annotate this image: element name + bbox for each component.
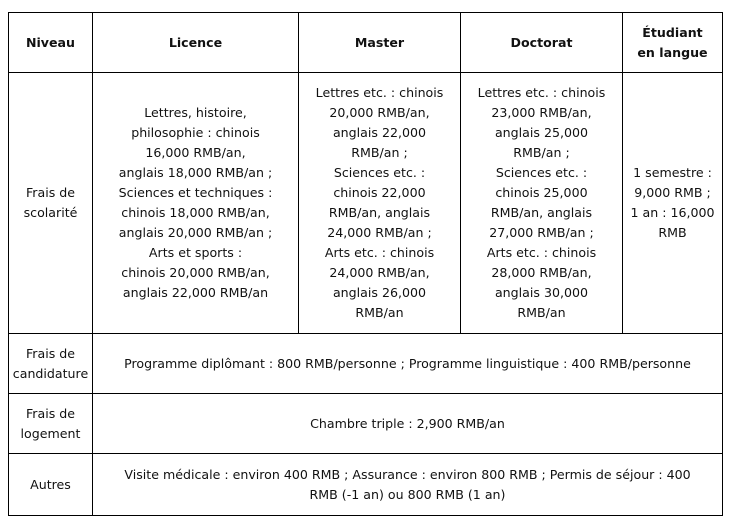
header-row [9, 13, 723, 73]
tuition-licence: Lettres, histoire, philosophie : chinois 16,000 RMB/an, anglais 18,000 RMB/an ; Sciences et techniques : chinois 18,000 RMB/an, anglais 20,000 RMB/an ; Arts et sports : chinois 20,000 RMB/an, anglais 22,000 RMB/an [93, 73, 299, 334]
application-value: Programme diplômant : 800 RMB/personne ; Programme linguistique : 400 RMB/personne [93, 334, 723, 394]
tuition-langue: 1 semestre : 9,000 RMB ; 1 an : 16,000 RMB [623, 73, 723, 334]
table-row-other [9, 454, 723, 516]
row-label: Frais de scolarité [9, 73, 93, 334]
tuition-doctorat: Lettres etc. : chinois 23,000 RMB/an, anglais 25,000 RMB/an ; Sciences etc. : chinois 25,000 RMB/an, anglais 27,000 RMB/an ; Arts etc. : chinois 28,000 RMB/an, anglais 30,000 RMB/an [461, 73, 623, 334]
table-row-housing [9, 394, 723, 454]
row-label: Frais de candidature [9, 334, 93, 394]
row-label: Autres [9, 454, 93, 516]
header-niveau: Niveau [9, 13, 93, 73]
fees-table [8, 12, 723, 516]
housing-value: Chambre triple : 2,900 RMB/an [93, 394, 723, 454]
other-value: Visite médicale : environ 400 RMB ; Assurance : environ 800 RMB ; Permis de séjour : 400 RMB (-1 an) ou 800 RMB (1 an) [93, 454, 723, 516]
table-row-tuition [9, 73, 723, 334]
tuition-master: Lettres etc. : chinois 20,000 RMB/an, anglais 22,000 RMB/an ; Sciences etc. : chinois 22,000 RMB/an, anglais 24,000 RMB/an ; Arts etc. : chinois 24,000 RMB/an, anglais 26,000 RMB/an [299, 73, 461, 334]
row-label: Frais de logement [9, 394, 93, 454]
table-row-application [9, 334, 723, 394]
header-etudiant-langue: Étudiant en langue [623, 13, 723, 73]
header-master: Master [299, 13, 461, 73]
header-doctorat: Doctorat [461, 13, 623, 73]
header-licence: Licence [93, 13, 299, 73]
